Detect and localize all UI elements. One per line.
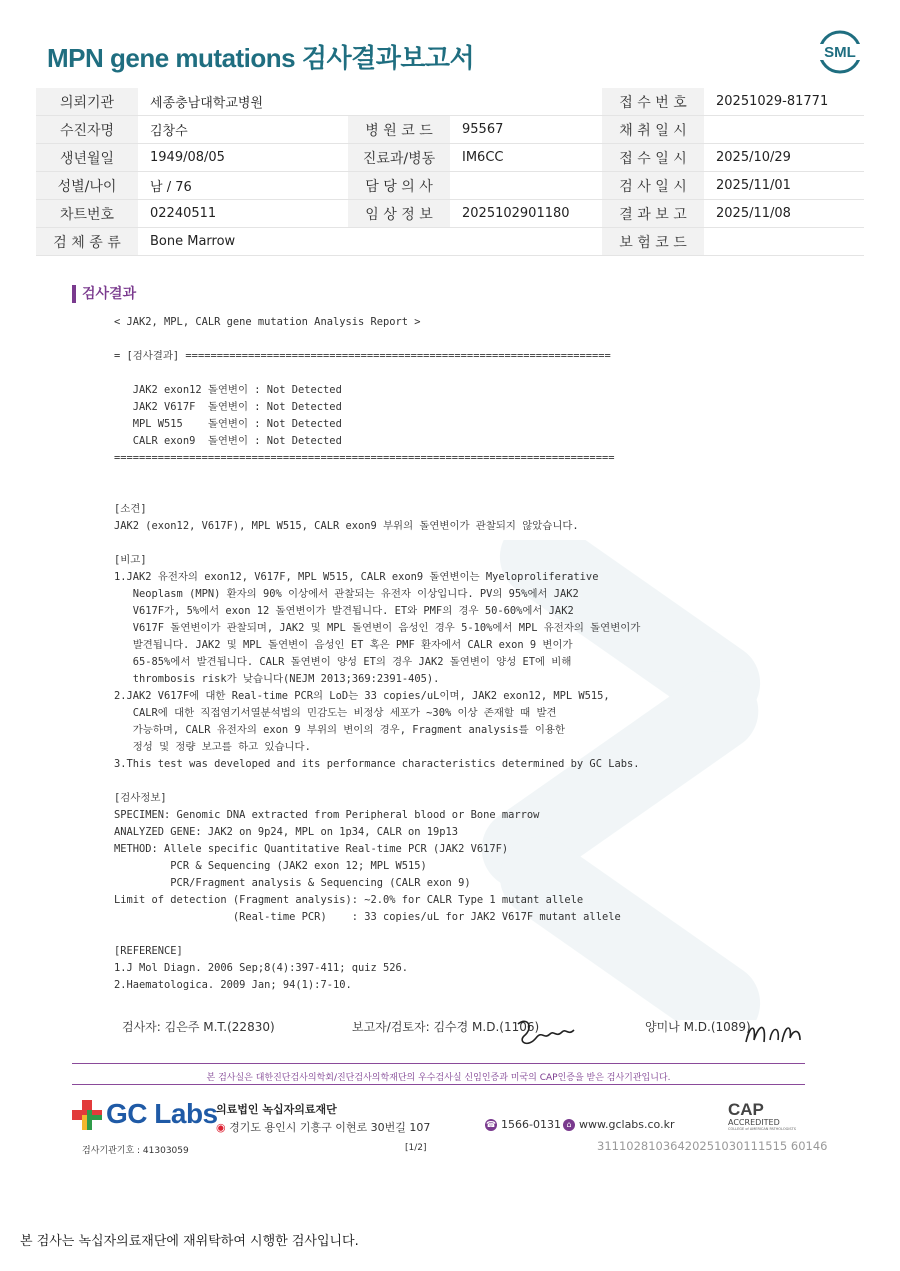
org-name: 의료법인 녹십자의료재단 bbox=[216, 1103, 337, 1116]
info-value: 02240511 bbox=[138, 200, 348, 228]
info-row bbox=[36, 228, 864, 256]
info-label: 성별/나이 bbox=[36, 172, 138, 200]
reporter-handwritten-signature bbox=[514, 1014, 576, 1050]
info-value: Bone Marrow bbox=[138, 228, 348, 256]
info-label: 접 수 번 호 bbox=[602, 88, 704, 116]
home-icon: ⌂ bbox=[563, 1119, 575, 1131]
info-label bbox=[348, 228, 450, 256]
sml-logo bbox=[812, 26, 868, 78]
info-value: IM6CC bbox=[450, 144, 602, 172]
info-value bbox=[450, 172, 602, 200]
cap-small-text: COLLEGE of AMERICAN PATHOLOGISTS bbox=[728, 1127, 796, 1131]
cap-subtitle: ACCREDITED bbox=[728, 1118, 780, 1127]
institution-code: 검사기관기호 : 41303059 bbox=[82, 1146, 189, 1156]
report-title: MPN gene mutations 검사결과보고서 bbox=[47, 43, 475, 73]
info-value: 95567 bbox=[450, 116, 602, 144]
divider-bottom bbox=[72, 1084, 805, 1085]
patient-info-table bbox=[36, 88, 864, 256]
report-body: < JAK2, MPL, CALR gene mutation Analysis Report > = [검사결과] ==================================================================== JAK2 exon12 돌연변이 : Not Detected JAK2 V617F 돌연변이 : Not Detected MPL W515 돌연변이 : Not Detected CALR exon9 돌연변이 : Not Detected ================================================================================ [소견] JAK2 (exon12, V617F), MPL W515, CALR exon9 부위의 돌연변이가 관찰되지 않았습니다. [비고] 1.JAK2 유전자의 exon12, V617F, MPL W515, CALR exon9 돌연변이는 Myeloproliferative Neoplasm (MPN) 환자의 90% 이상에서 관찰되는 유전자 이상입니다. PV의 95%에서 JAK2 V617F가, 5%에서 exon 12 돌연변이가 발견됩니다. ET와 PMF의 경우 50-60%에서 JAK2 V617F 돌연변이가 관찰되며, JAK2 및 MPL 돌연변이 음성인 경우 5-10%에서 MPL 유전자의 돌연변이가 발견됩니다. JAK2 및 MPL 돌연변이 음성인 ET 혹은 PMF 환자에서 CALR exon 9 변이가 65-85%에서 발견됩니다. CALR 돌연변이 양성 ET의 경우 JAK2 돌연변이 양성 ET에 비해 thrombosis risk가 낮습니다(NEJM 2013;369:2391-405). 2.JAK2 V617F에 대한 Real-time PCR의 LoD는 33 copies/uL이며, JAK2 exon12, MPL W515, CALR에 대한 직접염기서열분석법의 민감도는 비정상 세포가 ~30% 이상 존재할 때 발견 가능하며, CALR 유전자의 exon 9 부위의 변이의 경우, Fragment analysis를 이용한 정성 및 정량 보고를 하고 있습니다. 3.This test was developed and its performance characteristics determined by GC Labs. [검사정보] SPECIMEN: Genomic DNA extracted from Peripheral blood or Bone marrow ANALYZED GENE: JAK2 on 9p24, MPL on 1p34, CALR on 19p13 METHOD: Allele specific Quantitative Real-time PCR (JAK2 V617F) PCR & Sequencing (JAK2 exon 12; MPL W515) PCR/Fragment analysis & Sequencing (CALR exon 9) Limit of detection (Fragment analysis): ~2.0% for CALR Type 1 mutant allele (Real-time PCR) : 33 copies/uL for JAK2 V617F mutant allele [REFERENCE] 1.J Mol Diagn. 2006 Sep;8(4):397-411; quiz 526. 2.Haematologica. 2009 Jan; 94(1):7-10. bbox=[114, 316, 641, 991]
info-label: 접 수 일 시 bbox=[602, 144, 704, 172]
divider-top bbox=[72, 1063, 805, 1064]
sml-logo-text: SML bbox=[824, 44, 856, 61]
info-label: 임 상 정 보 bbox=[348, 200, 450, 228]
info-row bbox=[36, 116, 864, 144]
info-row bbox=[36, 144, 864, 172]
info-row bbox=[36, 200, 864, 228]
info-label: 검 체 종 류 bbox=[36, 228, 138, 256]
cap-accreditation-logo bbox=[728, 1102, 802, 1131]
third-signature: 양미나 M.D.(1089) bbox=[645, 1020, 751, 1034]
info-value: 김창수 bbox=[138, 116, 348, 144]
result-section-title: 검사결과 bbox=[72, 285, 136, 303]
info-value: 세종충남대학교병원 bbox=[138, 88, 348, 116]
third-handwritten-signature bbox=[742, 1014, 804, 1050]
info-label: 수진자명 bbox=[36, 116, 138, 144]
info-label: 진료과/병동 bbox=[348, 144, 450, 172]
info-value: 2025/11/08 bbox=[704, 200, 864, 228]
info-label: 담 당 의 사 bbox=[348, 172, 450, 200]
lab-website[interactable] bbox=[563, 1118, 675, 1131]
gc-cross-logo bbox=[70, 1098, 104, 1132]
info-value bbox=[450, 228, 602, 256]
lab-phone-text: 1566-0131 bbox=[501, 1118, 561, 1131]
lab-address-text: 경기도 용인시 기흥구 이현로 30번길 107 bbox=[229, 1121, 431, 1134]
info-label: 생년월일 bbox=[36, 144, 138, 172]
info-value bbox=[450, 88, 602, 116]
lab-website-text: www.gclabs.co.kr bbox=[579, 1118, 675, 1131]
info-label: 병 원 코 드 bbox=[348, 116, 450, 144]
reporter-signature: 보고자/검토자: 김수경 M.D.(1106) bbox=[352, 1020, 540, 1034]
info-label: 채 취 일 시 bbox=[602, 116, 704, 144]
barcode-number: 31110281036420251030111515 60146 bbox=[597, 1139, 828, 1153]
info-value: 20251029-81771 bbox=[704, 88, 864, 116]
info-label: 차트번호 bbox=[36, 200, 138, 228]
info-label: 결 과 보 고 bbox=[602, 200, 704, 228]
info-label: 검 사 일 시 bbox=[602, 172, 704, 200]
info-value: 1949/08/05 bbox=[138, 144, 348, 172]
info-value bbox=[704, 116, 864, 144]
accreditation-notice: 본 검사실은 대한진단검사의학회/진단검사의학재단의 우수검사실 신임인증과 미국의 CAP인증을 받은 검사기관입니다. bbox=[206, 1073, 671, 1083]
info-row bbox=[36, 88, 864, 116]
phone-icon: ☎ bbox=[486, 1120, 496, 1129]
info-value: 2025102901180 bbox=[450, 200, 602, 228]
info-row bbox=[36, 172, 864, 200]
page-number: [1/2] bbox=[405, 1143, 427, 1153]
tester-signature: 검사자: 김은주 M.T.(22830) bbox=[122, 1020, 275, 1034]
info-value: 2025/11/01 bbox=[704, 172, 864, 200]
lab-phone bbox=[485, 1118, 561, 1131]
info-value bbox=[704, 228, 864, 256]
lab-address bbox=[216, 1119, 430, 1135]
info-label: 의뢰기관 bbox=[36, 88, 138, 116]
info-value: 2025/10/29 bbox=[704, 144, 864, 172]
info-value: 남 / 76 bbox=[138, 172, 348, 200]
gc-labs-brand: GC Labs bbox=[106, 1098, 218, 1129]
location-pin-icon: ◉ bbox=[216, 1121, 226, 1134]
cap-title: CAP bbox=[728, 1100, 764, 1119]
info-label: 보 험 코 드 bbox=[602, 228, 704, 256]
footer-note: 본 검사는 녹십자의료재단에 재위탁하여 시행한 검사입니다. bbox=[20, 1234, 359, 1249]
info-label bbox=[348, 88, 450, 116]
